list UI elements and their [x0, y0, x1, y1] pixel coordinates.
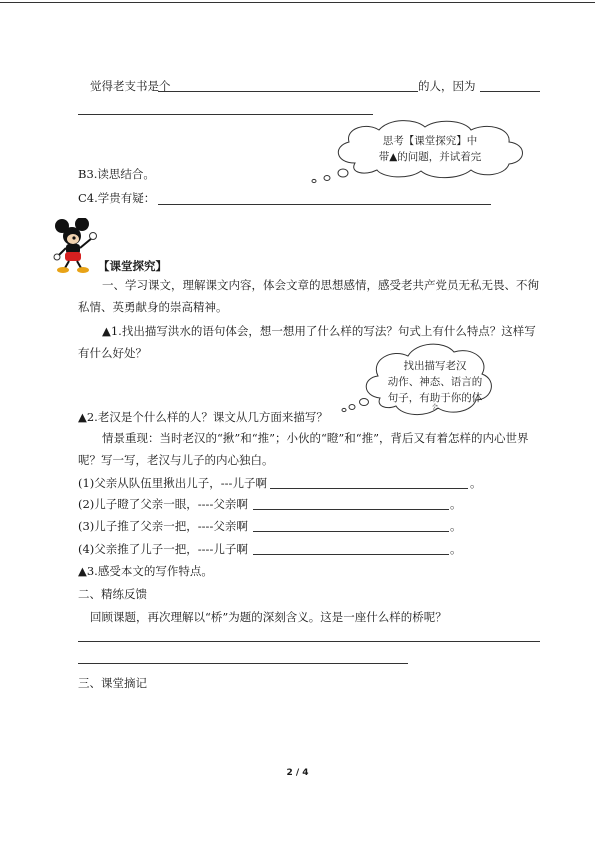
- page-number: 2 / 4: [286, 768, 309, 778]
- fill-item-1: (1)父亲从队伍里揪出儿子，---儿子啊: [78, 476, 267, 490]
- c4-text: C4.学贵有疑：: [78, 191, 156, 205]
- answer-blank[interactable]: [270, 488, 468, 489]
- question-1: ▲1.找出描写洪水的语句体会，想一想用了什么样的写法？句式上有什么特点？这样写有什么好处？: [78, 324, 536, 360]
- fill-item-1-period: 。: [470, 476, 482, 490]
- line1-text: 觉得老支书是个: [90, 79, 171, 93]
- cloud2-line3: 句子，有助于你的体: [387, 392, 483, 404]
- section-title: 【课堂探究】: [98, 259, 167, 273]
- cloud2-line2: 动作、神态、语言的: [387, 376, 483, 388]
- cloud2-line4: 会: [431, 404, 438, 411]
- section-2-question: 回顾课题，再次理解以“桥”为题的深刻含义。这是一座什么样的桥呢？: [90, 610, 447, 624]
- answer-blank[interactable]: [480, 91, 540, 92]
- answer-blank[interactable]: [158, 204, 491, 205]
- answer-blank[interactable]: [78, 641, 540, 642]
- answer-blank[interactable]: [253, 554, 449, 555]
- answer-blank[interactable]: [253, 509, 449, 510]
- fill-item-4: (4)父亲推了儿子一把，----儿子啊: [78, 542, 248, 556]
- cloud1-line2: 带▲的问题，并试着完: [378, 151, 482, 163]
- answer-blank[interactable]: [78, 663, 408, 664]
- scene-paragraph: 情景重现：当时老汉的“揪”和“推”；小伙的“瞪”和“推”，背后又有着怎样的内心世界呢？写一写，老汉与儿子的内心独白。: [78, 431, 529, 467]
- b3-text: B3.读思结合。: [78, 167, 155, 181]
- fill-item-3: (3)儿子推了父亲一把，----父亲啊: [78, 519, 248, 533]
- question-3: ▲3.感受本文的写作特点。: [78, 564, 213, 578]
- top-border-line: [0, 2, 595, 3]
- answer-blank[interactable]: [158, 91, 418, 92]
- fill-item-3-period: 。: [450, 519, 462, 533]
- section-2-heading: 二、精练反馈: [78, 587, 147, 601]
- section-3-heading: 三、课堂摘记: [78, 676, 147, 690]
- answer-blank[interactable]: [253, 531, 449, 532]
- intro-paragraph: 一、学习课文，理解课文内容，体会文章的思想感情，感受老共产党员无私无畏、不徇私情、英勇献身的崇高精神。: [78, 278, 539, 314]
- cloud2-line1: 找出描写老汉: [403, 360, 467, 372]
- line1-mid-text: 的人，因为: [418, 79, 476, 93]
- fill-item-2: (2)儿子瞪了父亲一眼，----父亲啊: [78, 497, 248, 511]
- question-2: ▲2.老汉是个什么样的人？课文从几方面来描写？: [78, 410, 328, 424]
- mickey-mouse-icon: [52, 218, 100, 276]
- cloud1-line1: 思考【课堂探究】中: [382, 135, 478, 147]
- fill-item-2-period: 。: [450, 497, 462, 511]
- answer-blank[interactable]: [78, 114, 373, 115]
- fill-item-4-period: 。: [450, 542, 462, 556]
